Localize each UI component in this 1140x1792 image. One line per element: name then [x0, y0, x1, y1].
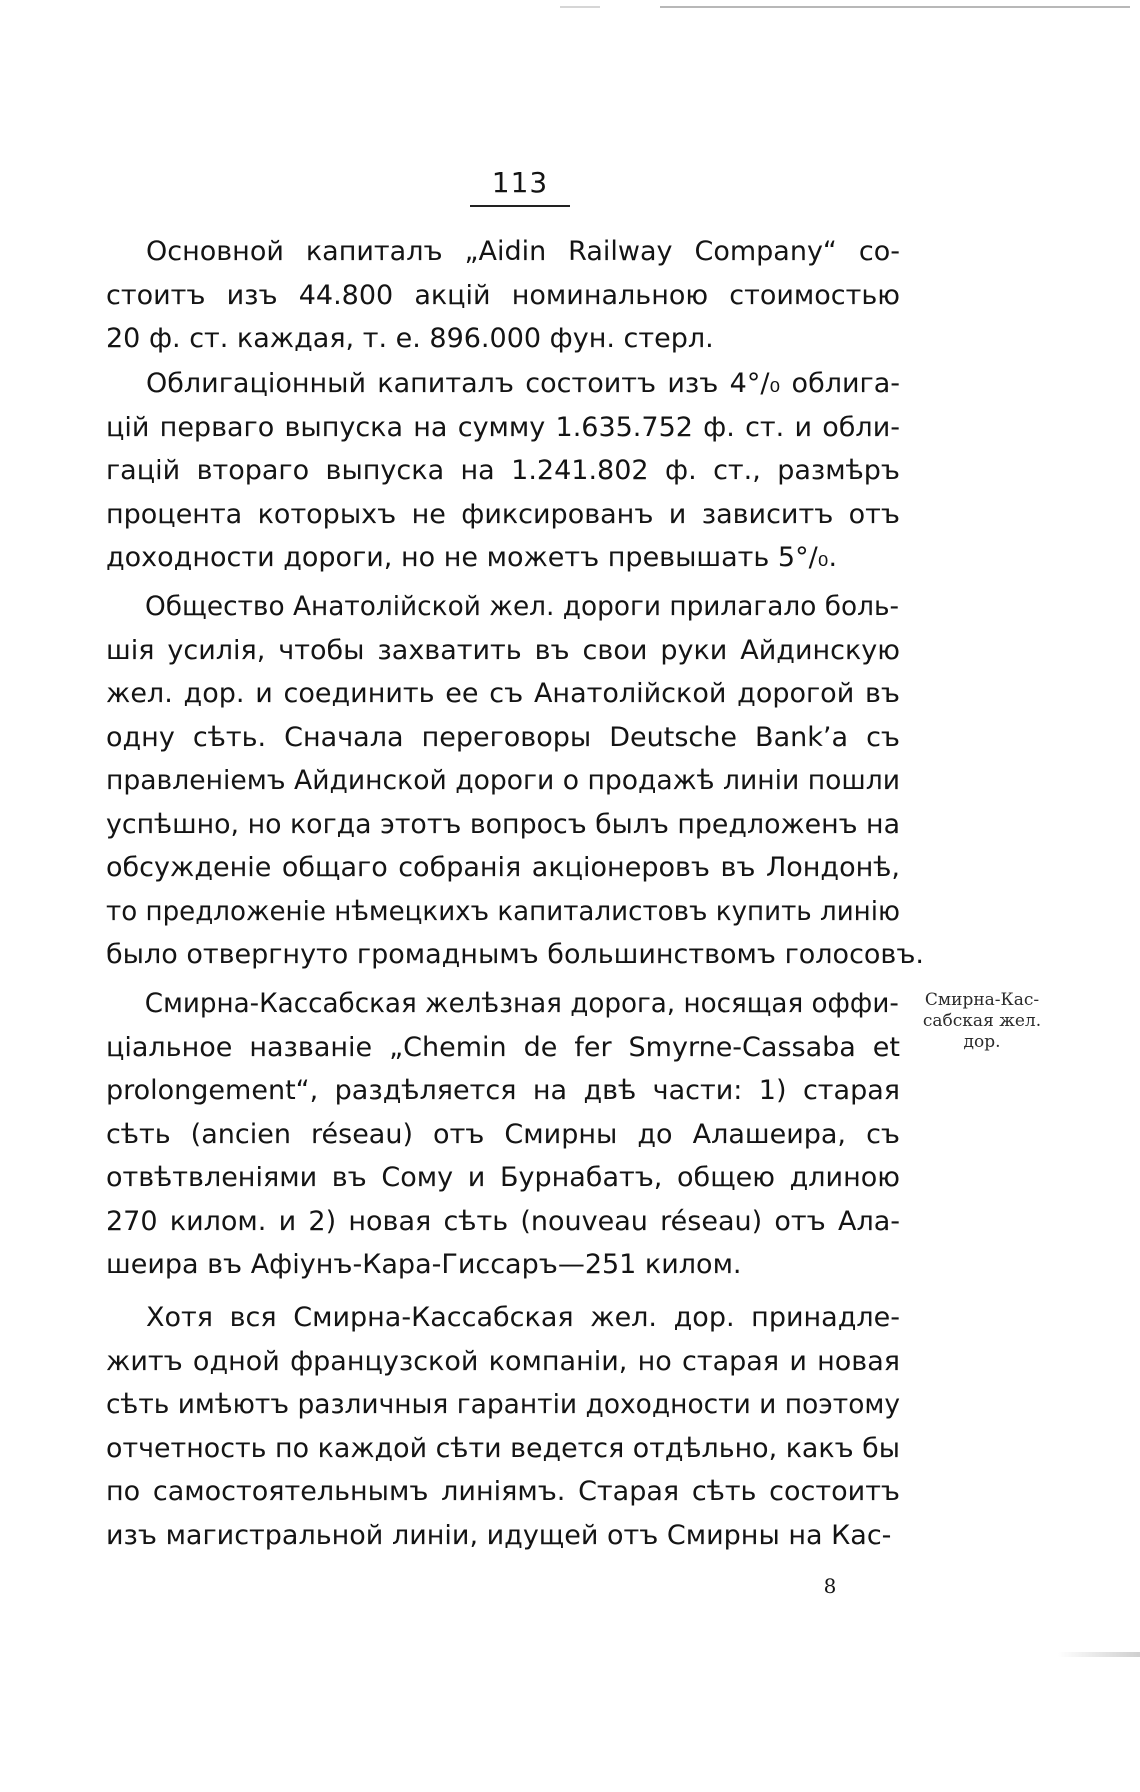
text-line: по самостоятельнымъ линіямъ. Старая сѣть состоитъ [106, 1476, 900, 1507]
text-line: отвѣтвленіями въ Сому и Бурнабатъ, общею длиною [106, 1162, 900, 1193]
text-line: шеира въ Афіунъ-Кара-Гиссаръ—251 килом. [106, 1249, 742, 1280]
margin-note-line: Смирна-Кас- [924, 990, 1040, 1010]
paragraph-block-1 [106, 230, 900, 361]
text-line: было отвергнуто громаднымъ большинствомъ голосовъ. [106, 939, 925, 970]
text-line: Облигаціонный капиталъ состоитъ изъ 4°/₀ облига- [146, 368, 900, 399]
text-line: житъ одной французской компаніи, но старая и новая [106, 1345, 900, 1377]
edge-shadow [1058, 1652, 1140, 1657]
text-line: правленіемъ Айдинской дороги о продажѣ линіи пошли [106, 765, 900, 796]
signature-mark: 8 [823, 1574, 837, 1598]
text-line: отчетность по каждой сѣти ведется отдѣльно, какъ бы [106, 1432, 900, 1464]
text-line: Хотя вся Смирна-Кассабская жел. дор. принадле- [146, 1302, 900, 1333]
text-line: стоитъ изъ 44.800 акцій номинальною стоимостью [106, 279, 900, 311]
text-line: Смирна-Кассабская желѣзная дорога, носящая оффи- [144, 988, 899, 1019]
text-line: жел. дор. и соединить ее съ Анатолійской дорогой въ [106, 678, 900, 709]
text-line: обсужденіе общаго собранія акціонеровъ въ Лондонѣ, [106, 852, 900, 883]
paragraph-block-2 [106, 362, 900, 580]
text-line: сѣть имѣютъ различныя гарантіи доходности и поэтому [106, 1389, 900, 1420]
paragraph-block-4 [106, 982, 900, 1287]
top-edge-mark [560, 6, 600, 8]
margin-note-line: сабская жел. [922, 1011, 1042, 1031]
text-line: успѣшно, но когда этотъ вопросъ былъ предложенъ на [106, 808, 900, 840]
text-line: цій перваго выпуска на сумму 1.635.752 ф. ст. и обли- [106, 411, 900, 443]
paragraph-block-3 [106, 585, 925, 977]
margin-note-line: дор. [963, 1032, 1001, 1052]
text-line: гацій втораго выпуска на 1.241.802 ф. ст., размѣръ [106, 455, 900, 486]
margin-note [912, 990, 1052, 1053]
text-line: 20 ф. ст. каждая, т. е. 896.000 фун. стерл. [106, 323, 714, 354]
text-line: процента которыхъ не фиксированъ и зависитъ отъ [106, 498, 900, 530]
text-line: сѣть (ancien réseau) отъ Смирны до Алашеира, съ [106, 1118, 900, 1150]
text-line: шія усилія, чтобы захватить въ свои руки Айдинскую [106, 634, 900, 666]
text-line: доходности дороги, но не можетъ превышать 5°/₀. [106, 542, 838, 573]
top-edge-rule [660, 6, 1130, 8]
page-number-rule [470, 205, 570, 207]
text-line: 270 килом. и 2) новая сѣть (nouveau réseau) отъ Ала- [106, 1205, 900, 1237]
text-line: то предложеніе нѣмецкихъ капиталистовъ купить линію [106, 895, 900, 927]
text-line: ціальное названіе „Chemin de fer Smyrne-Cassaba et [106, 1031, 900, 1063]
text-line: prolongement“, раздѣляется на двѣ части: 1) старая [106, 1075, 900, 1106]
text-line: Основной капиталъ „Aidin Railway Company“ со- [146, 236, 900, 267]
text-line: изъ магистральной линіи, идущей отъ Смирны на Кас- [106, 1519, 892, 1551]
page-number: 113 [491, 166, 549, 199]
paragraph-block-5 [106, 1296, 900, 1557]
text-line: Общество Анатолійской жел. дороги прилагало боль- [145, 591, 900, 622]
text-line: одну сѣть. Сначала переговоры Deutsche Bank’a съ [106, 721, 900, 753]
